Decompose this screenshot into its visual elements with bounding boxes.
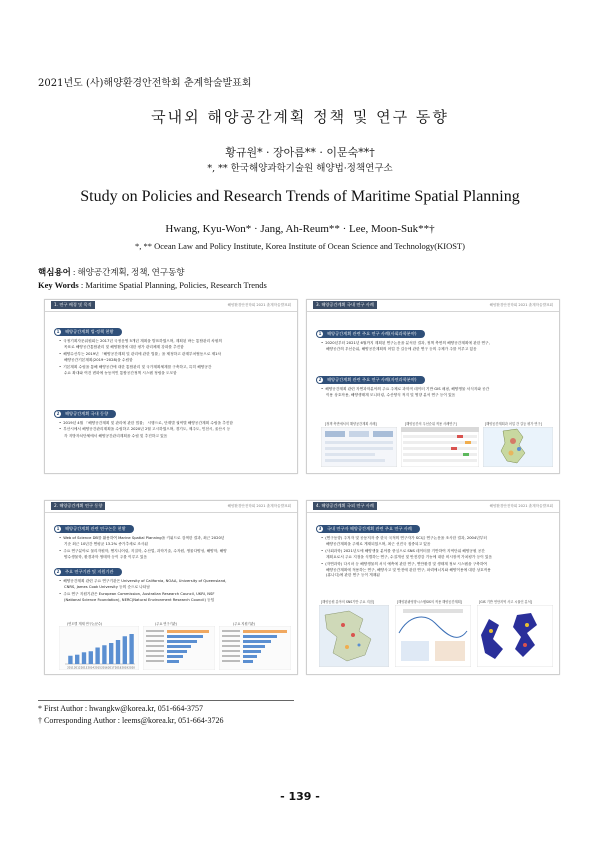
- page-number: - 139 -: [280, 790, 320, 803]
- section-heading-text: 주요 연구기관 및 지원기관: [65, 569, 114, 574]
- list-item: • 2019년 4월 「해양공간계획 및 관리에 관한 법률」 시행으로, 단계별 권역별 해양공간계획 수립을 추진함: [59, 421, 285, 426]
- list-item: • 주요 연구분야로 물리자원학, 엔지니어링, 지질학, 수산업, 과학기술, 수자원, 생물다양성, 해양학, 해양: [59, 549, 285, 554]
- bullet-list: [321, 536, 547, 579]
- bar-2020: [129, 634, 133, 664]
- list-item: 목표로 해양공간통합관리 및 해양환경에 대한 평가 관리체계 강화를 추진함: [64, 345, 184, 350]
- slide-label: 3. 해양공간계획 국내 연구 사례: [313, 301, 377, 309]
- list-item: 해양공간계획을 주제로 게재되었으며, 최근 선진국 집중되고 있음: [326, 542, 431, 547]
- korean-title: 국내외 해양공간계획 정책 및 연구 동향: [151, 108, 449, 126]
- bar-2016: [102, 645, 106, 664]
- english-title: Study on Policies and Research Trends of Maritime Spatial Planning: [80, 188, 520, 205]
- bullet-list: [59, 421, 285, 439]
- english-keywords-text: : Maritime Spatial Planning, Policies, Research Trends: [78, 280, 267, 290]
- bar-2014: [89, 651, 93, 664]
- section-heading: [54, 568, 122, 576]
- slide-domestic-cases: [306, 299, 560, 474]
- section-number: 2: [56, 569, 60, 574]
- x-tick-label: 2011: [67, 666, 74, 670]
- list-item: • (연구동향) 주저자 및 공동저자 중 한국 국적의 연구자가 SCI급 연구논문을 조사한 결과, 2004년부터: [321, 536, 547, 541]
- sns-marine-park-map: [319, 605, 389, 667]
- bar-2015: [95, 648, 99, 665]
- korean-authors: 황규원* · 장아름** · 이문숙**†: [225, 146, 375, 159]
- bar-2012: [75, 655, 79, 664]
- section-heading-text: 국내 연구자 해양공간계획 관련 주요 연구 사례: [327, 526, 412, 531]
- footnote-first-author: * First Author : hwangkw@korea.kr, 051-664-3757: [38, 704, 204, 713]
- list-item: 계획요로서 주요 지점을 식별하는 연구, 수질개선 및 안전경감 기능에 대한 비시장적 가치평가 등이 있음: [326, 555, 493, 560]
- list-item: (휴나디)에 관한 연구 등이 게재됨: [326, 573, 380, 578]
- section-number: 2: [56, 411, 60, 416]
- footnote-divider: [38, 700, 294, 701]
- list-item: • 부산시에서 해양공간관리계획을 수립하고 2020년 2월 고시하였으며, 경기도, 제주도, 인천시, 울산시 등: [59, 427, 285, 432]
- section-heading: [316, 525, 420, 533]
- list-item: • 기본계획 수립을 통해 해양공간에 대한 통합관리 및 국가계획체계를 구축하고, 특히 해양공간: [59, 365, 285, 370]
- english-authors: Hwang, Kyu-Won* · Jang, Ah-Reum** · Lee, Moon-Suk**†: [165, 223, 435, 235]
- bullet-list: [59, 339, 285, 376]
- list-item: • 해양공간계획 관련 자연과학분야의 주요 주제로 과학적 데이터 기반 GIS 매핑, 해양생물 서식지와 공간: [321, 387, 547, 392]
- priority-table-figure: [401, 427, 479, 467]
- section-number: 1: [56, 329, 60, 334]
- section-heading: [54, 410, 116, 418]
- fishery-conflict-map: [483, 427, 553, 467]
- section-heading-text: 해양공간계획 법·정책 현황: [65, 329, 114, 334]
- figure-caption: [해양관광영향시스템SIS의 적용 해양공간계획]: [397, 600, 462, 604]
- list-item: • 2020년부터 2021년 6월까지 계획된 연구논문을 분석한 결과, 정책 측면의 해양공간계획에 관한 연구,: [321, 341, 547, 346]
- list-item: 기준 최근 10년간 연평균 13.2% 증가추세로 조사됨: [64, 542, 148, 547]
- section-number: 3: [318, 526, 322, 531]
- list-item: • 주요 연구 지원기관은 European Commission, Australian Research Council, UKRI, NSF: [59, 592, 285, 597]
- x-tick-label: 2018: [114, 666, 122, 670]
- policy-diagram-figure: [321, 427, 397, 467]
- figure-caption: [해양공원 분야의 SNS기반 주요 지점]: [321, 600, 374, 604]
- chart-title: (연도별 게재 연구논문수): [67, 622, 103, 626]
- list-item: 수요 확대와 여건 변화에 능동적인 통합공간정책 시스템 정립을 도모함: [64, 371, 177, 376]
- section-number: 1: [56, 526, 60, 531]
- bar-2013: [82, 652, 86, 664]
- slide-header-text: 해양환경안전학회 2021 춘계학술발표회: [489, 303, 553, 307]
- list-item: 해양공간계획에 적용하는 연구, 해양사고 및 안전에 관한 연구, 파력에너지와 해양이용에 대한 상호작용: [326, 568, 491, 573]
- list-item: 이용 상호작용, 해양생태계 모니터링, 수산양식 적지 및 영향 분석 연구 등이 있음: [326, 393, 456, 398]
- bullet-list: [59, 579, 285, 604]
- section-heading: [54, 328, 122, 336]
- section-heading: [316, 330, 425, 338]
- list-item: • 해양수산부는 2019년 「해양공간계획 및 관리에 관한 법률」을 제정하고 관계부처협동으로 제1차: [59, 352, 285, 357]
- list-item: 해양공간의 우선순위, 해양공간계획의 어업 간 갈등에 관한 연구 등의 주제가 주를 이루고 있음: [326, 347, 477, 352]
- slide-research-trends: [44, 500, 298, 675]
- papers-per-year-chart: [59, 626, 139, 670]
- bar-2017: [109, 643, 113, 664]
- bar-2018: [116, 640, 120, 664]
- english-keywords: [38, 280, 267, 290]
- x-tick-label: 2017: [107, 666, 115, 670]
- list-item: 해양공간기본계획(2019~2028)을 수립함: [64, 358, 133, 363]
- korean-keywords: [38, 266, 185, 278]
- bullet-list: [59, 536, 285, 561]
- funding-agencies-chart: [219, 626, 291, 670]
- slide-header-bar: [45, 300, 297, 312]
- list-item: CNRS, James Cook University 등의 순으로 나타남: [64, 585, 150, 590]
- figure-caption: (주요 연구기관): [155, 622, 177, 626]
- slide-label: 2. 해양공간계획 연구 동향: [51, 502, 105, 510]
- slide-label: 1. 연구 배경 및 목적: [51, 301, 95, 309]
- slide-label: 4. 해양공간계획 국외 연구 사례: [313, 502, 377, 510]
- bar-2019: [123, 636, 127, 664]
- x-tick-label: 2020: [128, 666, 135, 670]
- section-heading-text: 해양공간계획 관련 주요 연구 사례(자연과학분야): [327, 377, 417, 382]
- figure-caption: [해양공간계획과 어업 간 갈등 평가 연구]: [485, 422, 542, 426]
- list-item: (National Science Foundation), NERC(Natural Environment Research Council) 등임: [64, 598, 215, 603]
- slide-header-text: 해양환경안전학회 2021 춘계학술발표회: [489, 504, 553, 508]
- list-item: • 국정기획자문위원회는 2017년 국정운영 5개년 계획을 발표하였으며, 계획된 바는 통합관리 차원의: [59, 339, 285, 344]
- bar-2011: [68, 656, 72, 664]
- list-item: • 해양공간계획 관련 주요 연구기관은 University of California, NOAA, University of Queensland,: [59, 579, 285, 584]
- english-keywords-label: Key Words: [38, 280, 79, 290]
- slide-header-bar: [307, 300, 559, 312]
- korean-keywords-label: 핵심용어: [38, 267, 71, 277]
- list-item: • (사회과학) 2021년도에 해양생물 분야를 중심으로 SNS 데이터를 기반하여 지역단위 해양공원 공간: [321, 549, 547, 554]
- footnote-corresponding-author: † Corresponding Author : leems@korea.kr, 051-664-3726: [38, 716, 224, 725]
- list-item: 양수생물학, 환경과학 생태학 등이 주를 이루고 있음: [64, 555, 148, 560]
- slide-header-text: 해양환경안전학회 2021 춘계학술발표회: [227, 504, 291, 508]
- korean-keywords-text: : 해양공간계획, 정책, 연구동향: [70, 267, 185, 277]
- research-institutions-chart: [143, 626, 215, 670]
- list-item: 각 지방자치단체에서 해양공간관리계획을 수립 및 추진하고 있음: [64, 433, 168, 438]
- slide-header-bar: [45, 501, 297, 513]
- english-affiliation: *, ** Ocean Law and Policy Institute, Korea Institute of Ocean Science and Technology(KIOST): [135, 241, 465, 251]
- ecosystem-info-system-figure: [395, 605, 471, 667]
- figure-caption: (주요 지원기관): [233, 622, 255, 626]
- section-number: 2: [318, 377, 322, 382]
- section-heading-text: 해양공간계획 관련 주요 연구 사례(사회과학분야): [327, 331, 417, 336]
- slide-header-bar: [307, 501, 559, 513]
- list-item: • Web of Science DB를 활용하여 Marine Spatial Planning을 키워드로 검색한 결과, 최근 2020년: [59, 536, 285, 541]
- figure-caption: [정책 측면에서의 해양공간계획 사례]: [325, 422, 377, 426]
- korean-affiliation: *, ** 한국해양과학기술원 해양법·정책연구소: [207, 163, 393, 174]
- x-tick-label: 2013: [80, 666, 88, 670]
- x-tick-label: 2012: [73, 666, 81, 670]
- x-tick-label: 2016: [101, 666, 108, 670]
- x-tick-label: 2014: [87, 666, 95, 670]
- bullet-list: [321, 387, 547, 399]
- section-heading: [54, 525, 134, 533]
- figure-caption: [GIS 기반 연안지역 사고 시뮬인 분석]: [479, 600, 533, 604]
- conference-header: 2021년도 (사)해양환경안전학회 춘계학술발표회: [38, 78, 252, 89]
- slide-international-cases: [306, 500, 560, 675]
- section-number: 1: [318, 331, 322, 336]
- x-tick-label: 2015: [94, 666, 101, 670]
- section-heading-text: 해양공간계획 관련 연구논문 현황: [65, 526, 126, 531]
- slide-background-purpose: [44, 299, 298, 474]
- figure-caption: [해양공간의 우선순위 적용 사례연구]: [405, 422, 457, 426]
- bullet-list: [321, 341, 547, 353]
- section-heading: [316, 376, 425, 384]
- slide-header-text: 해양환경안전학회 2021 춘계학술발표회: [227, 303, 291, 307]
- coastal-accident-gis-map: [477, 605, 553, 667]
- section-heading-text: 해양공간계획 국내 동향: [65, 411, 109, 416]
- x-tick-label: 2019: [121, 666, 129, 670]
- list-item: • (자연과학) 다시마 등 해양생물의 서식 예측에 관한 연구, 연안환경 및 생태계 정보 시스템을 구축하여: [321, 562, 547, 567]
